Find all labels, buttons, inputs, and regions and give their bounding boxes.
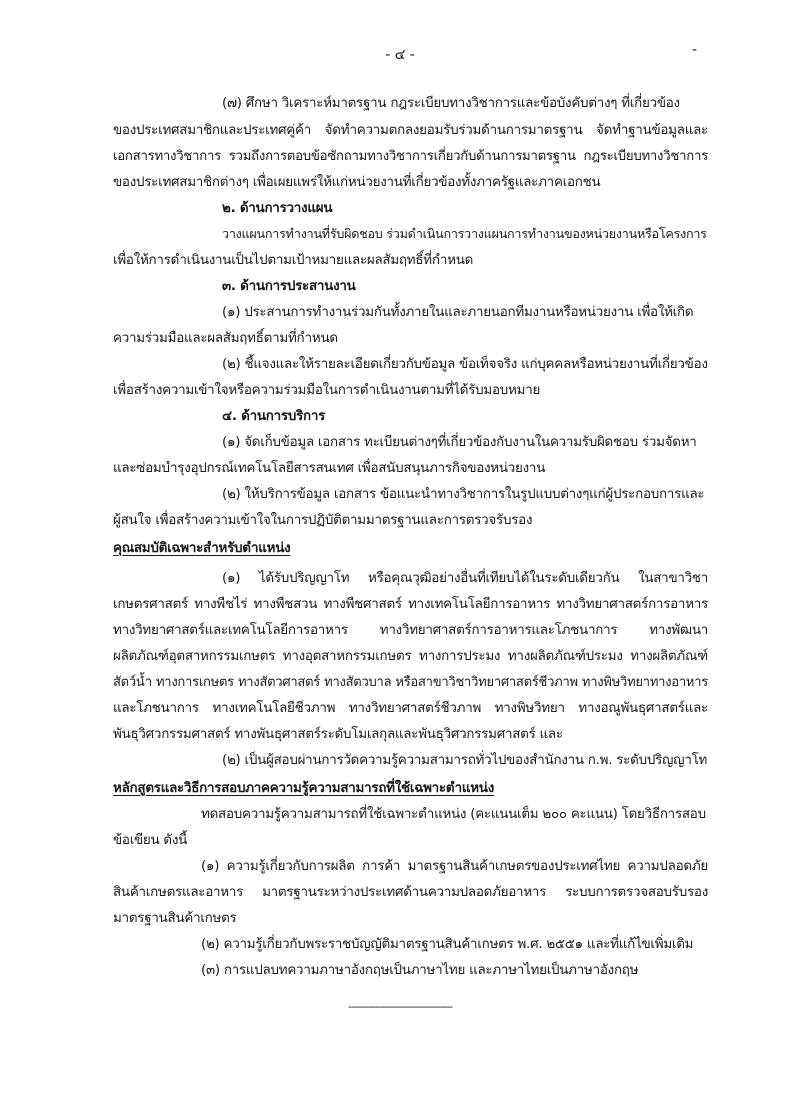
paragraph-line: และซ่อมบำรุงอุปกรณ์เทคโนโลยีสารสนเทศ เพื่อสนับสนุนภารกิจของหน่วยงาน: [113, 461, 546, 476]
paragraph-line: ทดสอบความรู้ความสามารถที่ใช้เฉพาะตำแหน่ง (คะแนนเต็ม ๒๐๐ คะแนน) โดยวิธีการสอบ: [201, 807, 706, 822]
paragraph-line: พันธุวิศวกรรมศาสตร์ ทางพันธุศาสตร์ระดับโมเลกุลและพันธุวิศวกรรมศาสตร์ และ: [113, 727, 563, 742]
paragraph-line: (๗) ศึกษา วิเคราะห์มาตรฐาน กฎระเบียบทางวิชาการและข้อบังคับต่างๆ ที่เกี่ยวข้อง: [222, 96, 680, 111]
paragraph-line: ข้อเขียน ดังนี้: [113, 833, 188, 848]
paragraph-line: ผลิตภัณฑ์อุตสาหกรรมเกษตร ทางอุตสาหกรรมเกษตร ทางการประมง ทางผลิตภัณฑ์ประมง ทางผลิตภัณฑ์: [113, 649, 708, 664]
paragraph-line: (๑) จัดเก็บข้อมูล เอกสาร ทะเบียนต่างๆที่เกี่ยวข้องกับงานในความรับผิดชอบ ร่วมจัดหา: [222, 435, 697, 450]
section-heading-service: ๔. ด้านการบริการ: [222, 409, 326, 424]
paragraph-line: เอกสารทางวิชาการ รวมถึงการตอบข้อซักถามทางวิชาการเกี่ยวกับด้านการมาตรฐาน กฎระเบียบทางวิชาการ: [113, 149, 708, 164]
end-separator: -----------------------------------: [348, 1000, 452, 1013]
paragraph-line: สินค้าเกษตรและอาหาร มาตรฐานระหว่างประเทศด้านความปลอดภัยอาหาร ระบบการตรวจสอบรับรอง: [113, 885, 708, 900]
paragraph-line: (๑) ได้รับปริญญาโท หรือคุณวุฒิอย่างอื่นที่เทียบได้ในระดับเดียวกัน ในสาขาวิชา: [222, 571, 708, 586]
paragraph-line: วางแผนการทำงานที่รับผิดชอบ ร่วมดำเนินการวางแผนการทำงานของหน่วยงานหรือโครงการ: [222, 226, 707, 241]
paragraph-line: (๑) ความรู้เกี่ยวกับการผลิต การค้า มาตรฐานสินค้าเกษตรของประเทศไทย ความปลอดภัย: [201, 859, 708, 874]
paragraph-line: และโภชนาการ ทางเทคโนโลยีชีวภาพ ทางวิทยาศาสตร์ชีวภาพ ทางพิษวิทยา ทางอณูพันธุศาสตร์และ: [113, 701, 708, 716]
paragraph-line: (๒) ความรู้เกี่ยวกับพระราชบัญญัติมาตรฐานสินค้าเกษตร พ.ศ. ๒๕๕๑ และที่แก้ไขเพิ่มเติม: [201, 937, 694, 952]
paragraph-line: เพื่อให้การดำเนินงานเป็นไปตามเป้าหมายและผลสัมฤทธิ์ที่กำหนด: [113, 253, 474, 268]
paragraph-line: (๓) การแปลบทความภาษาอังกฤษเป็นภาษาไทย และภาษาไทยเป็นภาษาอังกฤษ: [201, 963, 639, 978]
paragraph-line: (๒) ให้บริการข้อมูล เอกสาร ข้อแนะนำทางวิชาการในรูปแบบต่างๆแก่ผู้ประกอบการและ: [222, 487, 705, 502]
section-heading-exam: หลักสูตรและวิธีการสอบภาคความรู้ความสามารถที่ใช้เฉพาะตำแหน่ง: [113, 781, 494, 796]
section-heading-planning: ๒. ด้านการวางแผน: [222, 201, 333, 216]
paragraph-line: ความร่วมมือและผลสัมฤทธิ์ตามที่กำหนด: [113, 331, 338, 346]
paragraph-line: ของประเทศสมาชิกต่างๆ เพื่อเผยแพร่ให้แก่หน่วยงานที่เกี่ยวข้องทั้งภาครัฐและภาคเอกชน: [113, 175, 601, 190]
paragraph-line: (๒) เป็นผู้สอบผ่านการวัดความรู้ความสามารถทั่วไปของสำนักงาน ก.พ. ระดับปริญญาโท: [222, 753, 708, 768]
paragraph-line: เพื่อสร้างความเข้าใจหรือความร่วมมือในการดำเนินงานตามที่ได้รับมอบหมาย: [113, 383, 541, 398]
paragraph-line: ของประเทศสมาชิกและประเทศคู่ค้า จัดทำความตกลงยอมรับร่วมด้านการมาตรฐาน จัดทำฐานข้อมูลและ: [113, 123, 708, 138]
corner-mark: -: [692, 42, 698, 58]
page-number: - ๔ -: [385, 47, 415, 63]
paragraph-line: (๒) ชี้แจงและให้รายละเอียดเกี่ยวกับข้อมูล ข้อเท็จจริง แก่บุคคลหรือหน่วยงานที่เกี่ยวข้อง: [222, 357, 708, 372]
paragraph-line: ทางวิทยาศาสตร์และเทคโนโลยีการอาหาร ทางวิทยาศาสตร์การอาหารและโภชนาการ ทางพัฒนา: [113, 623, 708, 638]
paragraph-line: สัตว์น้ำ ทางการเกษตร ทางสัตวศาสตร์ ทางสัตวบาล หรือสาขาวิชาวิทยาศาสตร์ชีวภาพ ทางพิษวิทยาทางอาหาร: [113, 675, 708, 690]
paragraph-line: (๑) ประสานการทำงานร่วมกันทั้งภายในและภายนอกทีมงานหรือหน่วยงาน เพื่อให้เกิด: [222, 305, 694, 320]
section-heading-qualifications: คุณสมบัติเฉพาะสำหรับตำแหน่ง: [113, 541, 291, 556]
section-heading-coordination: ๓. ด้านการประสานงาน: [222, 279, 356, 294]
paragraph-line: เกษตรศาสตร์ ทางพืชไร่ ทางพืชสวน ทางพืชศาสตร์ ทางเทคโนโลยีการอาหาร ทางวิทยาศาสตร์การอาหาร: [113, 597, 708, 612]
paragraph-line: มาตรฐานสินค้าเกษตร: [113, 911, 237, 926]
paragraph-line: ผู้สนใจ เพื่อสร้างความเข้าใจในการปฏิบัติตามมาตรฐานและการตรวจรับรอง: [113, 513, 533, 528]
